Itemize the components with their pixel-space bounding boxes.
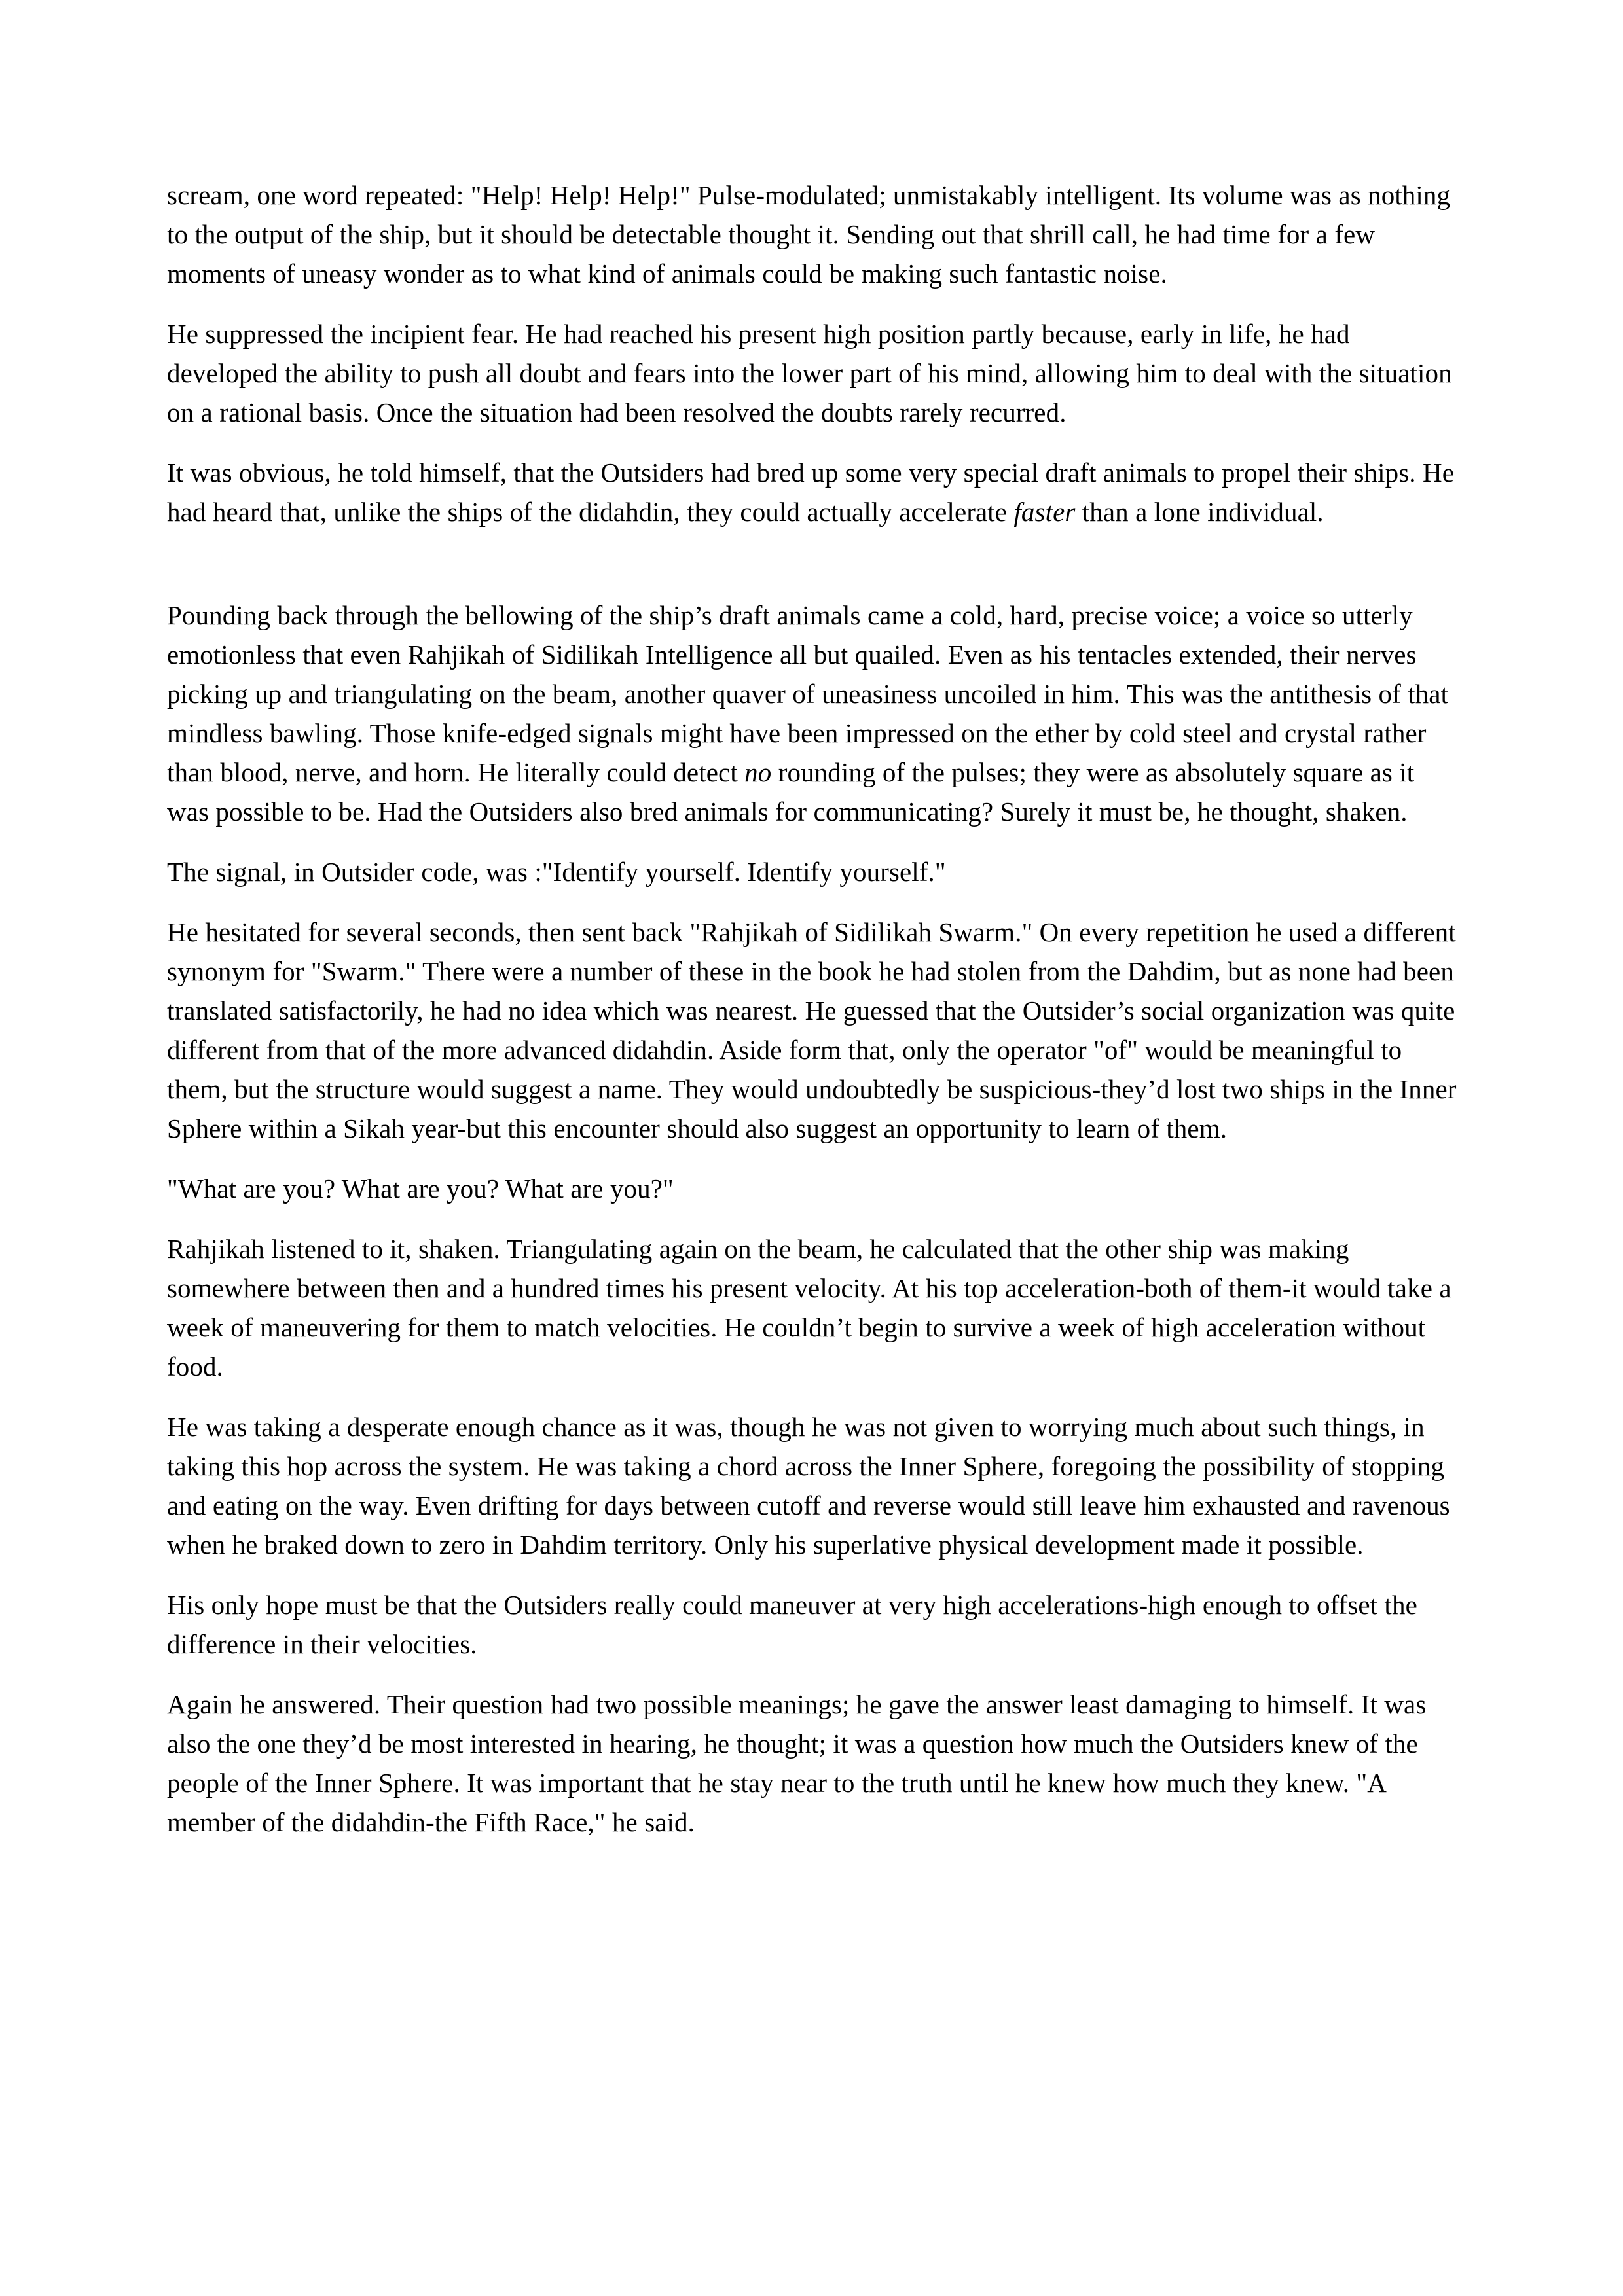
paragraph-text: "What are you? What are you? What are you?": [167, 1174, 674, 1204]
italic-text: faster: [1013, 497, 1076, 527]
paragraph-text: rounding of the pulses; they were as absolutely square as it was possible to be. Had the Outsiders also bred animals for communicating? Surely it must be, he thought, shaken.: [167, 757, 1415, 827]
paragraph-text: The signal, in Outsider code, was :"Identify yourself. Identify yourself.": [167, 857, 946, 887]
paragraph-text: He suppressed the incipient fear. He had reached his present high position partly because, early in life, he had developed the ability to push all doubt and fears into the lower part of his mind, allowing him to deal with the situation on a rational basis. Once the situation had been resolved the doubts rarely recurred.: [167, 319, 1452, 427]
paragraph-7: [167, 1169, 1459, 1208]
paragraph-text: than a lone individual.: [1075, 497, 1324, 527]
paragraph-3: [167, 453, 1459, 531]
paragraph-8: [167, 1229, 1459, 1386]
paragraph-text: Pounding back through the bellowing of the ship’s draft animals came a cold, hard, precise voice; a voice so utterly emotionless that even Rahjikah of Sidilikah Intelligence all but quailed. Even as his tentacles extended, their nerves picking up and triangulating on the beam, another quaver of uneasiness uncoiled in him. This was the antithesis of that mindless bawling. Those knife-edged signals might have been impressed on the ether by cold steel and crystal rather than blood, nerve, and horn. He literally could detect: [167, 600, 1449, 787]
paragraph-2: [167, 314, 1459, 432]
paragraph-11: [167, 1685, 1459, 1842]
paragraph-6: [167, 912, 1459, 1148]
italic-text: no: [744, 757, 772, 787]
paragraph-text: scream, one word repeated: "Help! Help! Help!" Pulse-modulated; unmistakably intelligent. Its volume was as nothing to the output of the ship, but it should be detectable thought it. Sending out that shrill call, he had time for a few moments of uneasy wonder as to what kind of animals could be making such fantastic noise.: [167, 180, 1451, 289]
paragraph-text: He hesitated for several seconds, then sent back "Rahjikah of Sidilikah Swarm." On every repetition he used a different synonym for "Swarm." There were a number of these in the book he had stolen from the Dahdim, but as none had been translated satisfactorily, he had no idea which was nearest. He guessed that the Outsider’s social organization was quite different from that of the more advanced didahdin. Aside form that, only the operator "of" would be meaningful to them, but the structure would suggest a name. They would undoubtedly be suspicious-they’d lost two ships in the Inner Sphere within a Sikah year-but this encounter should also suggest an opportunity to learn of them.: [167, 917, 1457, 1143]
paragraph-5: [167, 852, 1459, 891]
paragraph-text: Rahjikah listened to it, shaken. Triangulating again on the beam, he calculated that the other ship was making somewhere between then and a hundred times his present velocity. At his top acceleration-both of them-it would take a week of maneuvering for them to match velocities. He couldn’t begin to survive a week of high acceleration without food.: [167, 1234, 1451, 1382]
paragraph-text: It was obvious, he told himself, that the Outsiders had bred up some very special draft animals to propel their ships. He had heard that, unlike the ships of the didahdin, they could actually accelerate: [167, 457, 1455, 527]
paragraph-text: Again he answered. Their question had two possible meanings; he gave the answer least damaging to himself. It was also the one they’d be most interested in hearing, he thought; it was a question how much the Outsiders knew of the people of the Inner Sphere. It was important that he stay near to the truth until he knew how much they knew. "A member of the didahdin-the Fifth Race," he said.: [167, 1689, 1427, 1837]
paragraph-text: He was taking a desperate enough chance as it was, though he was not given to worrying much about such things, in taking this hop across the system. He was taking a chord across the Inner Sphere, foregoing the possibility of stopping and eating on the way. Even drifting for days between cutoff and reverse would still leave him exhausted and ravenous when he braked down to zero in Dahdim territory. Only his superlative physical development made it possible.: [167, 1412, 1450, 1560]
paragraph-4: [167, 596, 1459, 831]
scene-break: [167, 552, 1459, 596]
paragraph-1: [167, 175, 1459, 293]
paragraph-9: [167, 1407, 1459, 1564]
paragraph-text: His only hope must be that the Outsiders really could maneuver at very high accelerations-high enough to offset the difference in their velocities.: [167, 1590, 1417, 1659]
paragraph-10: [167, 1585, 1459, 1664]
